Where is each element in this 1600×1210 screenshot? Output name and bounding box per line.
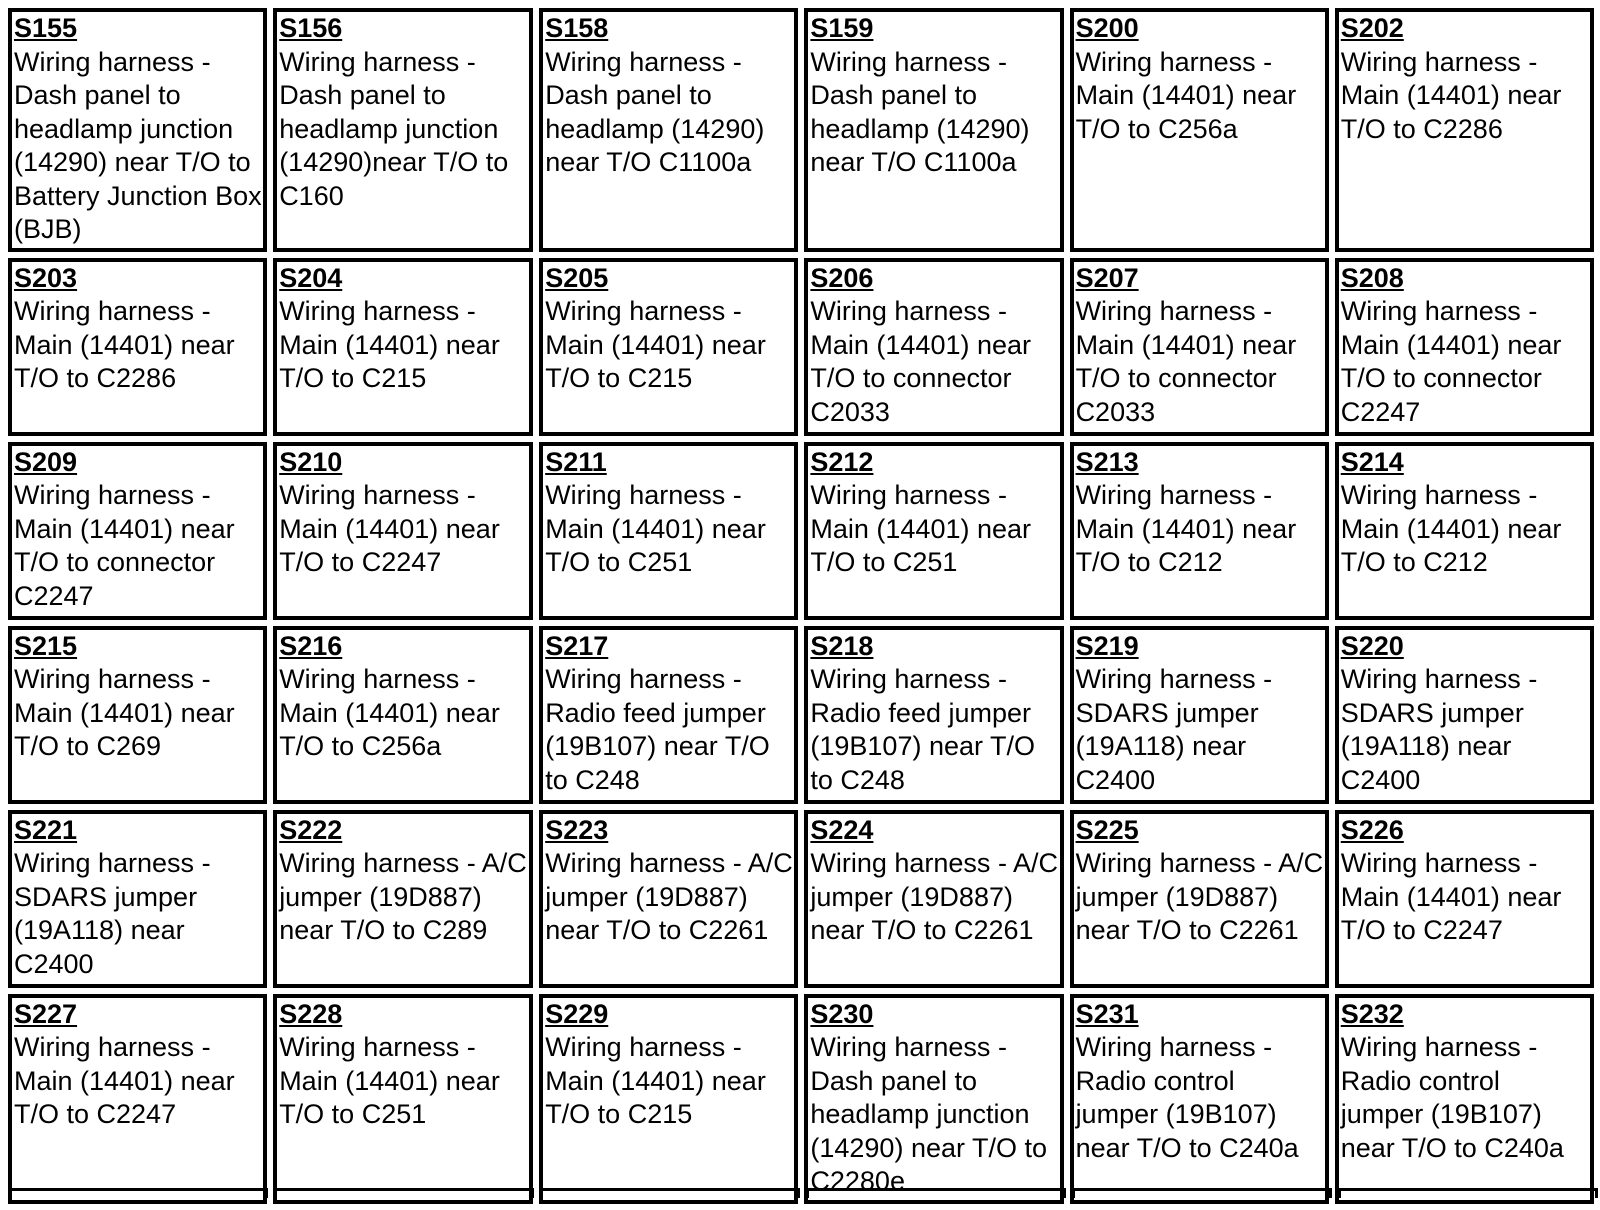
splice-id: S218 [810, 630, 874, 661]
splice-cell [1335, 442, 1594, 620]
splice-id: S207 [1075, 262, 1139, 293]
splice-id: S209 [14, 446, 78, 477]
splice-cell [273, 8, 533, 252]
splice-cell [539, 810, 798, 988]
splice-description: Wiring harness - Main (14401) near T/O to C2247 [1340, 848, 1562, 945]
splice-id: S220 [1340, 630, 1404, 661]
splice-id: S215 [14, 630, 78, 661]
splice-id: S219 [1075, 630, 1139, 661]
splice-description: Wiring harness - SDARS jumper (19A118) near C2400 [1075, 664, 1273, 795]
splice-cell [8, 626, 267, 804]
splice-description: Wiring harness - A/C jumper (19D887) near T/O to C289 [279, 848, 527, 945]
splice-description: Wiring harness - Dash panel to headlamp (14290) near T/O C1100a [545, 46, 765, 177]
splice-cell [1070, 442, 1329, 620]
splice-description: Wiring harness - Main (14401) near T/O to C251 [545, 480, 766, 577]
splice-description: Wiring harness - Main (14401) near T/O to C2247 [14, 1032, 235, 1129]
splice-description: Wiring harness - Main (14401) near T/O to C251 [810, 480, 1032, 577]
splice-id: S158 [545, 13, 609, 43]
splice-description: Wiring harness - SDARS jumper (19A118) near C2400 [1340, 664, 1538, 795]
splice-id: S205 [545, 262, 609, 293]
splice-id: S214 [1340, 446, 1404, 477]
splice-cell [804, 442, 1063, 620]
splice-description: Wiring harness - Main (14401) near T/O to C2286 [1340, 46, 1562, 144]
splice-description: Wiring harness - Main (14401) near T/O to C251 [279, 1032, 500, 1129]
splice-cell [1335, 994, 1594, 1204]
splice-cell [8, 8, 267, 252]
splice-cell [539, 626, 798, 804]
splice-cell [1335, 8, 1594, 252]
splice-cell [804, 8, 1063, 252]
splice-cell [8, 994, 267, 1204]
cell-border-fragment [1072, 1188, 1332, 1198]
splice-id: S200 [1075, 13, 1139, 43]
splice-cell [539, 8, 798, 252]
next-row-border-fragment [8, 1188, 1600, 1198]
splice-id: S208 [1340, 262, 1404, 293]
table-row [8, 258, 1594, 436]
splice-description: Wiring harness - Main (14401) near T/O to C215 [545, 1032, 766, 1129]
splice-description: Wiring harness - Dash panel to headlamp junction (14290) near T/O to Battery Junction Box (BJB) [14, 46, 262, 244]
splice-id: S211 [545, 446, 607, 477]
splice-description: Wiring harness - Main (14401) near T/O to C256a [1075, 46, 1297, 144]
splice-description: Wiring harness - A/C jumper (19D887) near T/O to C2261 [1075, 848, 1324, 945]
splice-id: S231 [1075, 998, 1139, 1029]
splice-cell [1070, 8, 1329, 252]
cell-border-fragment [274, 1188, 534, 1198]
table-row [8, 442, 1594, 620]
splice-cell [1335, 810, 1594, 988]
splice-cell [1070, 810, 1329, 988]
splice-description: Wiring harness - Radio control jumper (19B107) near T/O to C240a [1075, 1032, 1299, 1163]
splice-id: S225 [1075, 814, 1139, 845]
splice-cell [1070, 994, 1329, 1204]
splice-cell [273, 258, 533, 436]
splice-cell [539, 994, 798, 1204]
splice-cell [273, 626, 533, 804]
splice-description: Wiring harness - A/C jumper (19D887) near T/O to C2261 [810, 848, 1058, 945]
splice-id: S202 [1340, 13, 1404, 43]
splice-cell [1070, 258, 1329, 436]
splice-description: Wiring harness - Main (14401) near T/O to C212 [1075, 480, 1297, 577]
splice-id: S203 [14, 262, 78, 293]
splice-cell [273, 442, 533, 620]
splice-cell [273, 994, 533, 1204]
splice-id: S216 [279, 630, 343, 661]
splice-cell [273, 810, 533, 988]
splice-description: Wiring harness - Dash panel to headlamp junction (14290) near T/O to C2280e [810, 1032, 1048, 1196]
splice-cell [539, 442, 798, 620]
splice-description: Wiring harness - Radio control jumper (19B107) near T/O to C240a [1340, 1032, 1564, 1163]
splice-id: S229 [545, 998, 609, 1029]
table-row [8, 626, 1594, 804]
splice-id: S206 [810, 262, 874, 293]
splice-id: S228 [279, 998, 343, 1029]
splice-id: S155 [14, 13, 78, 43]
splice-description: Wiring harness - A/C jumper (19D887) near T/O to C2261 [545, 848, 793, 945]
cell-border-fragment [8, 1188, 268, 1198]
splice-id: S221 [14, 814, 78, 845]
splice-description: Wiring harness - Main (14401) near T/O to C2286 [14, 296, 235, 393]
splice-description: Wiring harness - Main (14401) near T/O to connector C2033 [810, 296, 1032, 427]
splice-id: S227 [14, 998, 78, 1029]
splice-cell [1070, 626, 1329, 804]
splice-id: S156 [279, 13, 343, 43]
table-row [8, 8, 1594, 252]
splice-id: S213 [1075, 446, 1139, 477]
splice-description: Wiring harness - Radio feed jumper (19B107) near T/O to C248 [810, 664, 1035, 795]
splice-id: S226 [1340, 814, 1404, 845]
splice-description: Wiring harness - Main (14401) near T/O to connector C2247 [14, 480, 235, 611]
splice-cell [8, 810, 267, 988]
splice-cell [804, 626, 1063, 804]
cell-border-fragment [540, 1188, 800, 1198]
splice-cell [8, 442, 267, 620]
splice-location-table [2, 2, 1600, 1210]
splice-description: Wiring harness - SDARS jumper (19A118) near C2400 [14, 848, 211, 979]
splice-description: Wiring harness - Main (14401) near T/O to C256a [279, 664, 500, 761]
splice-description: Wiring harness - Main (14401) near T/O to C269 [14, 664, 235, 761]
splice-id: S224 [810, 814, 874, 845]
splice-id: S222 [279, 814, 343, 845]
splice-description: Wiring harness - Dash panel to headlamp (14290) near T/O C1100a [810, 46, 1030, 177]
splice-cell [804, 810, 1063, 988]
splice-description: Wiring harness - Main (14401) near T/O to connector C2247 [1340, 296, 1562, 427]
splice-description: Wiring harness - Dash panel to headlamp junction (14290)near T/O to C160 [279, 46, 509, 211]
splice-id: S212 [810, 446, 874, 477]
splice-description: Wiring harness - Main (14401) near T/O to C215 [279, 296, 500, 393]
splice-id: S210 [279, 446, 343, 477]
table-row [8, 810, 1594, 988]
splice-cell [1335, 626, 1594, 804]
splice-cell [1335, 258, 1594, 436]
splice-id: S159 [810, 13, 874, 43]
splice-id: S232 [1340, 998, 1404, 1029]
splice-description: Wiring harness - Radio feed jumper (19B107) near T/O to C248 [545, 664, 770, 795]
splice-cell [8, 258, 267, 436]
splice-cell [804, 258, 1063, 436]
splice-id: S204 [279, 262, 343, 293]
splice-description: Wiring harness - Main (14401) near T/O to C215 [545, 296, 766, 393]
splice-description: Wiring harness - Main (14401) near T/O to connector C2033 [1075, 296, 1297, 427]
cell-border-fragment [1338, 1188, 1598, 1198]
cell-border-fragment [806, 1188, 1066, 1198]
splice-id: S230 [810, 998, 874, 1029]
splice-id: S217 [545, 630, 609, 661]
splice-cell [804, 994, 1063, 1204]
splice-cell [539, 258, 798, 436]
splice-description: Wiring harness - Main (14401) near T/O to C2247 [279, 480, 500, 577]
splice-id: S223 [545, 814, 609, 845]
splice-description: Wiring harness - Main (14401) near T/O to C212 [1340, 480, 1562, 577]
table-row [8, 994, 1594, 1204]
